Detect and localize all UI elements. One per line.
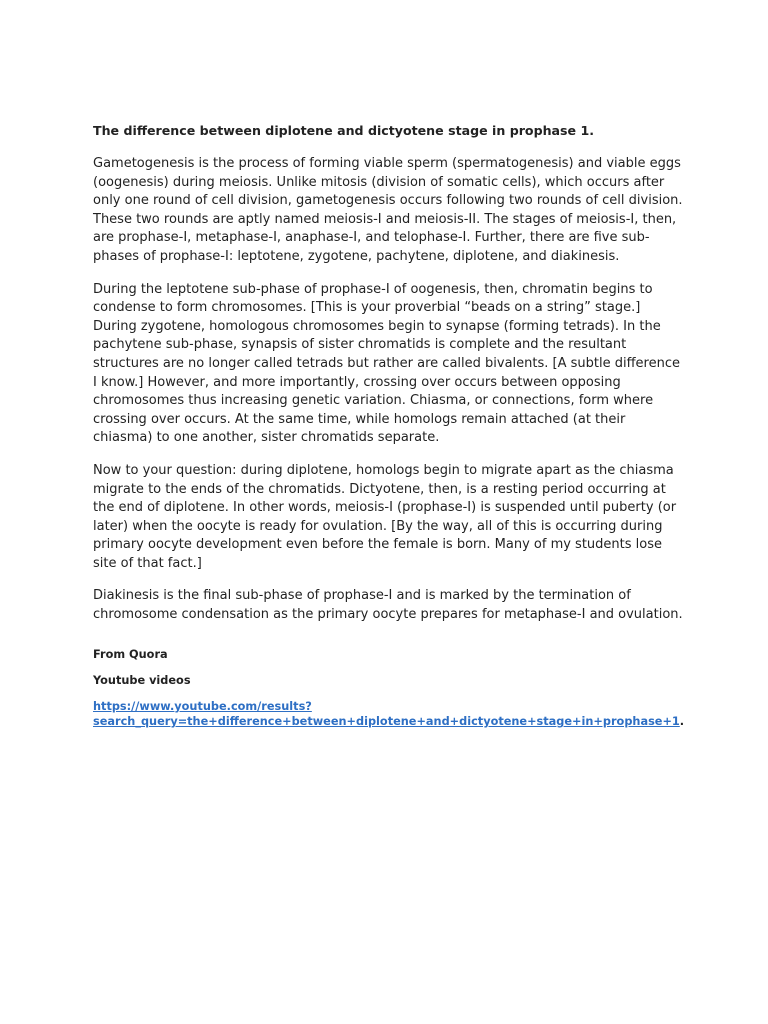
link-line-2: search_query=the+difference+between+diplotene+and+dictyotene+stage+in+prophase+1 [93,715,680,729]
paragraph-diakinesis: Diakinesis is the final sub-phase of prophase-I and is marked by the termination of chromosome condensation as the primary oocyte prepares for metaphase-I and ovulation. [93,588,683,623]
paragraph-gametogenesis: Gametogenesis is the process of forming viable sperm (spermatogenesis) and viable eggs (oogenesis) during meiosis. Unlike mitosis (division of somatic cells), which occurs after only one round of cell division, gametogenesis occurs following two rounds of cell division. These two rounds are aptly named meiosis-I and meiosis-II. The stages of meiosis-I, then, are prophase-I, metaphase-I, anaphase-I, and telophase-I. Further, there are five sub-phases of prophase-I: leptotene, zygotene, pachytene, diplotene, and diakinesis. [93,156,683,264]
paragraph-leptotene: During the leptotene sub-phase of prophase-I of oogenesis, then, chromatin begins to condense to form chromosomes. [This is your proverbial “beads on a string” stage.] During zygotene, homologous chromosomes begin to synapse (forming tetrads). In the pachytene sub-phase, synapsis of sister chromatids is complete and the resultant structures are no longer called tetrads but rather are called bivalents. [A subtle difference I know.] However, and more importantly, crossing over occurs between opposing chromosomes thus increasing genetic variation. Chiasma, or connections, form where crossing over occurs. At the same time, while homologs remain attached (at their chiasma) to one another, sister chromatids separate. [93,281,680,446]
document-title: The difference between diplotene and dictyotene stage in prophase 1. [93,123,595,138]
source-label: From Quora [93,647,168,661]
link-line-1: https://www.youtube.com/results? [93,699,312,713]
youtube-link-block [93,699,685,730]
youtube-search-link[interactable] [93,700,680,729]
document-page [93,122,685,730]
paragraph-diplotene: Now to your question: during diplotene, homologs begin to migrate apart as the chiasma migrate to the ends of the chromatids. Dictyotene, then, is a resting period occurring at the end of diplotene. In other words, meiosis-I (prophase-I) is suspended until puberty (or later) when the oocyte is ready for ovulation. [By the way, all of this is occurring during primary oocyte development even before the female is born. Many of my students lose site of that fact.] [93,462,677,571]
link-period: . [679,715,685,729]
videos-label: Youtube videos [93,673,191,687]
